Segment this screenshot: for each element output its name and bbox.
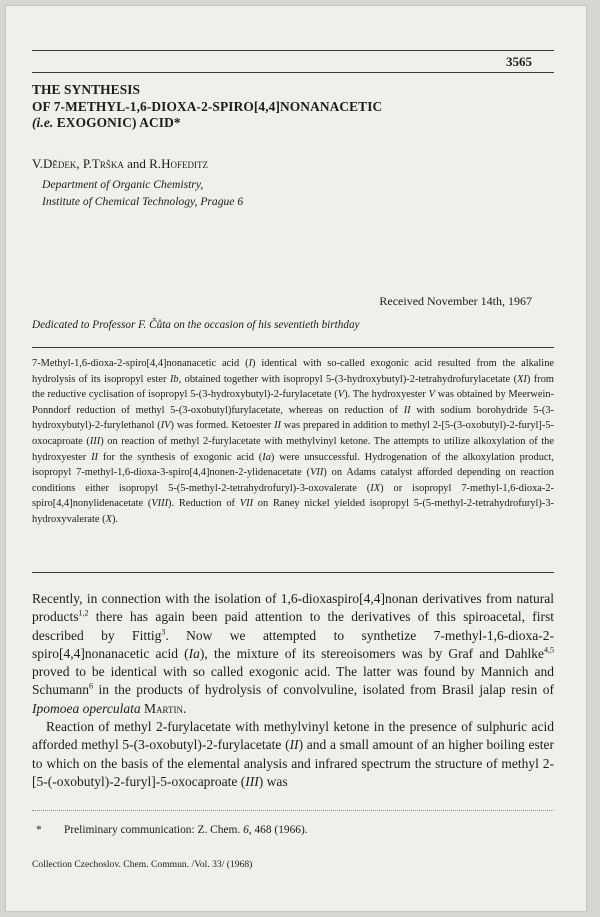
citation: 4,5 <box>544 645 554 655</box>
title-line-3 <box>32 115 382 132</box>
dedication: Dedicated to Professor F. Čůta on the occasion of his seventieth birthday <box>32 319 360 331</box>
received-date: Received November 14th, 1967 <box>379 294 532 308</box>
author-2-name: Trška <box>91 156 124 171</box>
affiliation-institute: Institute of Chemical Technology, Prague 6 <box>42 195 244 208</box>
title-line-1: THE SYNTHESIS <box>32 82 141 97</box>
author-3-name: Hofeditz <box>161 156 208 171</box>
citation: 3 <box>161 627 166 637</box>
footnote: * Preliminary communication: Z. Chem. 6, 468 (1966). <box>36 824 308 836</box>
title-ie: (i.e. <box>32 115 54 130</box>
author-separator: and <box>123 156 150 171</box>
author-list <box>32 156 208 172</box>
title-line-3-rest: EXOGONIC) ACID* <box>53 115 181 130</box>
paragraph-1: Recently, in connection with the isolation of 1,6-dioxaspiro[4,4]nonan derivatives from natural products$^{1,2}$ there has again been paid attention to the derivatives of this spiroacetal, first described by Fittig$^3$. Now we attempted to synthetize 7-methyl-1,6-dioxa-2-spiro[4,4]nonanacetic acid (Ia), the mixture of its stereoisomers was by Graf and Dahlke$^{4,5}$ proved to be identical with so called exogonic acid. The latter was found by Mannich and Schumann$^6$ in the products of hydrolysis of convolvuline, isolated from Brasil jalap resin of Ipomoea operculata Martin. <box>32 591 554 716</box>
journal-citation: Collection Czechoslov. Chem. Commun. /Vol. 33/ (1968) <box>32 859 253 870</box>
author-3-initial: R. <box>149 156 162 171</box>
page-number: 3565 <box>506 54 532 69</box>
affiliation <box>42 176 243 210</box>
abstract-bottom-rule <box>32 572 554 573</box>
footnote-marker: * <box>36 824 42 836</box>
journal-page <box>6 6 586 911</box>
citation: 1,2 <box>78 608 89 618</box>
author-separator: , <box>76 156 83 171</box>
body-text <box>32 590 554 791</box>
abstract-top-rule <box>32 347 554 348</box>
footnote-rule <box>32 810 554 811</box>
author-2-initial: P. <box>82 156 92 171</box>
header-rule <box>32 72 554 73</box>
paragraph-2: Reaction of methyl 2-furylacetate with methylvinyl ketone in the presence of sulphuric acid afforded methyl 5-(3-oxobutyl)-2-furylacetate (II) and a small amount of an higher boiling ester to which on the basis of the elemental analysis and infrared spectrum the structure of methyl 2-[5-(-oxobutyl)-2-furyl]-5-oxocaproate (III) was <box>32 719 554 789</box>
affiliation-department: Department of Organic Chemistry, <box>42 178 204 191</box>
title-line-2: OF 7-METHYL-1,6-DIOXA-2-SPIRO[4,4]NONANACETIC <box>32 98 383 114</box>
article-title <box>32 82 382 132</box>
species-author: Martin <box>143 700 183 716</box>
top-rule <box>32 50 554 51</box>
citation: 6 <box>89 681 93 691</box>
author-1-initial: V. <box>32 156 43 171</box>
author-1-name: Dědek <box>42 156 77 171</box>
abstract: 7-Methyl-1,6-dioxa-2-spiro[4,4]nonanacetic acid (I) identical with so-called exogonic acid resulted from the alkaline hydrolysis of its isopropyl ester Ib, obtained together with isopropyl 5-(3-hydroxybutyl)-2-tetrahydrofurylacetate (XI) from the reductive cyclisation of isopropyl 5-(3-hydroxybutyl)-2-furylacetate (V). The hydroxyester V was obtained by Meerwein-Ponndorf reduction of methyl 5-(3-oxobutyl)furylacetate, whereas on reduction of II with sodium borohydride 5-(3-hydroxybutyl)-2-furylethanol (IV) was formed. Ketoester II was prepared in addition to methyl 2-[5-(3-oxobutyl)-2-furyl]-5-oxocaproate (III) on reaction of methyl 2-furylacetate with methylvinyl ketone. The attempts to utilize alkoxylation of the hydroxyester II for the synthesis of exogonic acid (Ia) were unsuccessful. Hydrogenation of the alkoxylation product, isopropyl 7-methyl-1,6-dioxa-3-spiro[4,4]nonen-2-ylidenacetate (VII) on Adams catalyst afforded depending on reaction conditions either isopropyl 5-(5-methyl-2-tetrahydrofuryl)-3-oxovalerate (IX) or isopropyl 7-methyl-1,6-dioxa-2-spiro[4,4]nonylidenacetate (VIII). Reduction of VII on Raney nickel yielded isopropyl 5-(5-methyl-2-tetrahydrofuryl)-3-hydroxyvalerate (X). <box>32 358 555 525</box>
species-name: Ipomoea operculata <box>32 700 141 716</box>
